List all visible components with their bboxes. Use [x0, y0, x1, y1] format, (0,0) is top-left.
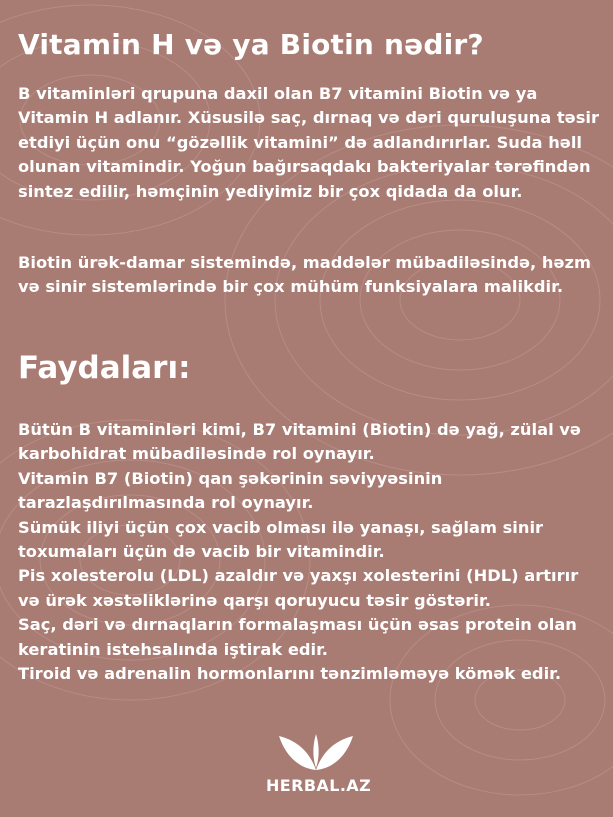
benefit-item: Sümük iliyi üçün çox vacib olması ilə yanaşı, sağlam sinir toxumaları üçün də vacib bir vitamindir. — [18, 517, 544, 562]
benefit-item: Tiroid və adrenalin hormonlarını tənzimləməyə kömək edir. — [18, 664, 562, 684]
logo-text: HERBAL.AZ — [266, 776, 372, 795]
benefit-item: Pis xolesterolu (LDL) azaldır və yaxşı xolesterini (HDL) artırır və ürək xəstəliklərinə qarşı qoruyucu təsir göstərir. — [18, 566, 579, 610]
benefit-item: Saç, dəri və dırnaqların formalaşması üçün əsas protein olan keratinin istehsalında iştirak edir. — [18, 615, 577, 659]
page-title: Vitamin H və ya Biotin nədir? — [18, 28, 484, 61]
benefits-heading: Faydaları: — [18, 350, 191, 386]
intro-paragraph: B vitaminləri qrupuna daxil olan B7 vitamini Biotin və ya Vitamin H adlanır. Xüsusilə saç, dırnaq və dəri quruluşuna təsir etdiyi üçün onu “gözəllik vitamini” də adlandırırlar. Suda həll olunan vitamindir. Yoğun bağırsaqdakı bakteriyalar tərəfindən sintez edilir, həmçinin yediyimiz bir çox qidada da olur. — [18, 84, 600, 201]
leaf-icon — [277, 732, 355, 772]
benefit-item: Bütün B vitaminləri kimi, B7 vitamini (Biotin) də yağ, zülal və karbohidrat mübadiləsində rol oynayır. — [18, 420, 581, 464]
herbal-logo[interactable] — [266, 732, 372, 795]
benefits-list — [18, 418, 603, 686]
benefit-item: Vitamin B7 (Biotin) qan şəkərinin səviyyəsinin tarazlaşdırılmasında rol oynayır. — [18, 468, 443, 513]
intro-paragraph: Biotin ürək-damar sistemində, maddələr mübadiləsində, həzm və sinir sistemlərində bir çox mühüm funksiyalara malikdir. — [18, 253, 591, 297]
